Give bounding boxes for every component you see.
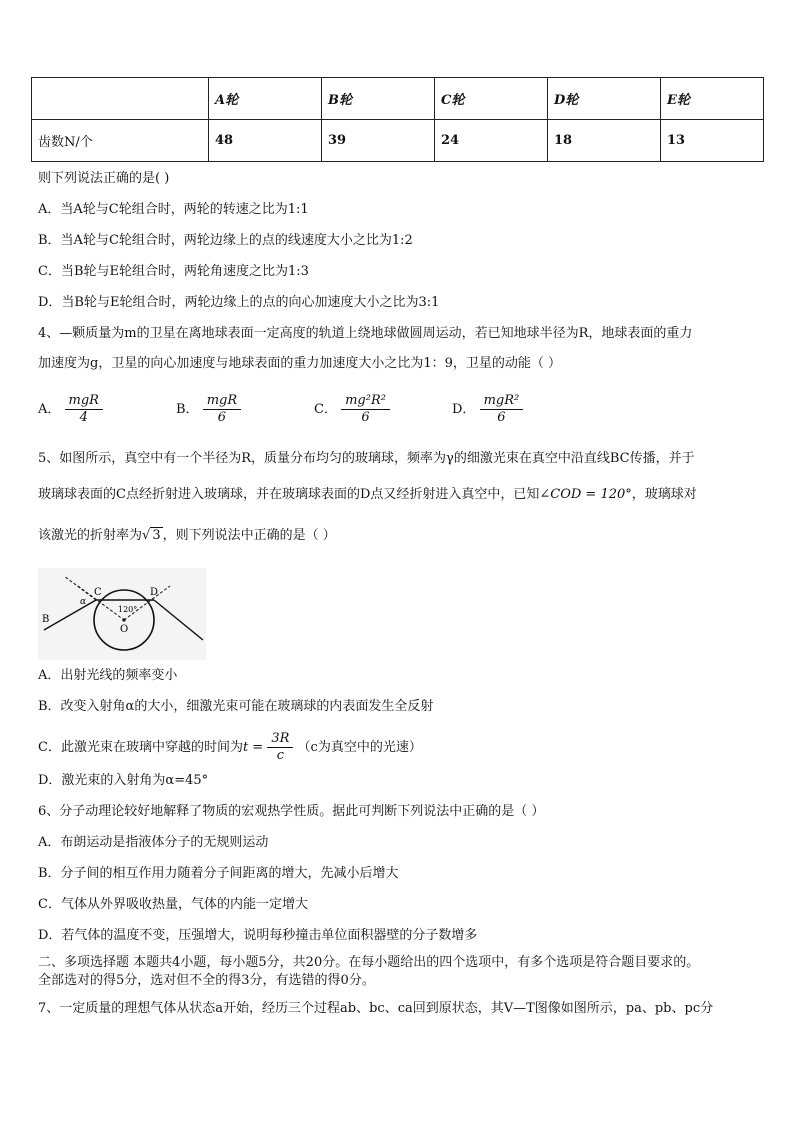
label-d: D [150,587,159,598]
q5-option-c-text: C．此激光束在玻璃中穿越的时间为 [38,740,243,755]
table-header-cell: D轮 [548,78,661,120]
table-header-cell: A轮 [209,78,322,120]
q3-option-b: B．当A轮与C轮组合时，两轮边缘上的点的线速度大小之比为1:2 [38,233,413,248]
section2-line2: 全部选对的得5分，选对但不全的得3分，有选错的得0分。 [38,973,375,988]
label-o: O [120,624,129,635]
q5-option-c [38,731,422,764]
option-label: D． [452,402,476,417]
fraction [341,393,390,426]
q5-option-c-note: （c为真空中的光速） [297,740,422,755]
q5-text: ，玻璃球对 [631,487,697,502]
angle-expression: ∠COD = 120° [539,487,632,502]
q3-stem: 则下列说法正确的是( ) [38,171,170,186]
q4-stem-line1: 4、—颗质量为m的卫星在离地球表面一定高度的轨道上绕地球做圆周运动，若已知地球半径为R，地球表面的重力 [38,326,693,341]
q5-option-a: A．出射光线的频率变小 [38,668,178,683]
denominator: 6 [217,410,227,425]
numerator: mg²R² [341,393,390,410]
fraction [65,393,103,426]
numerator: mgR [65,393,103,410]
fraction [480,393,524,426]
q5-text: 玻璃球表面的C点经折射进入玻璃球，并在玻璃球表面的D点又经折射进入真空中，已知 [38,487,540,502]
q5-stem-line1: 5、如图所示，真空中有一个半径为R，质量分布均匀的玻璃球，频率为γ的细激光束在真空中沿直线BC传播，并于 [38,451,695,466]
glass-sphere-diagram [38,568,206,660]
numerator: mgR² [480,393,524,410]
q3-option-a: A．当A轮与C轮组合时，两轮的转速之比为1:1 [38,202,309,217]
sqrt-radicand: 3 [152,528,161,543]
table-cell: 48 [209,120,322,162]
gear-teeth-table [31,77,764,162]
label-c: C [94,587,102,598]
q4-stem-line2: 加速度为g，卫星的向心加速度与地球表面的重力加速度大小之比为1：9，卫星的动能（ ） [38,356,561,371]
q4-option-c [314,393,390,426]
table-row [32,120,764,162]
time-variable: t = [242,740,264,755]
denominator: c [276,748,285,763]
q3-option-d: D．当B轮与E轮组合时，两轮边缘上的点的向心加速度大小之比为3:1 [38,295,440,310]
table-header-cell: B轮 [322,78,435,120]
denominator: 6 [497,410,506,425]
q5-text: 该激光的折射率为 [38,528,143,543]
table-row-label: 齿数N/个 [32,120,209,162]
option-label: A． [38,402,61,417]
option-label: C． [314,402,337,417]
sqrt-expression: √ 3 [142,528,161,543]
center-point [122,618,125,621]
q5-stem-line3 [38,527,336,545]
q3-option-c: C．当B轮与E轮组合时，两轮角速度之比为1:3 [38,264,309,279]
label-angle: 120° [118,605,138,614]
q6-option-c: C．气体从外界吸收热量，气体的内能一定增大 [38,897,308,912]
q5-text: ，则下列说法中正确的是（ ） [162,528,336,543]
diagram-background [38,568,206,660]
section2-line1: 二、多项选择题 本题共4小题，每小题5分，共20分。在每小题给出的四个选项中，有多个选项是符合题目要求的。 [38,955,700,970]
numerator: 3R [267,731,293,748]
q6-option-a: A．布朗运动是指液体分子的无规则运动 [38,835,269,850]
label-alpha: α [80,597,87,607]
q7-stem: 7、一定质量的理想气体从状态a开始，经历三个过程ab、bc、ca回到原状态，其V—T图像如图所示，pa、pb、pc分 [38,1001,714,1016]
table-header-row [32,78,764,120]
q4-option-b [176,393,241,426]
table-cell: 24 [435,120,548,162]
denominator: 4 [79,410,88,425]
fraction [203,393,241,426]
q6-option-d: D．若气体的温度不变，压强增大，说明每秒撞击单位面积器壁的分子数增多 [38,928,478,943]
numerator: mgR [203,393,241,410]
q5-option-d: D．激光束的入射角为α=45° [38,773,209,788]
table-cell: 18 [548,120,661,162]
table-cell: 39 [322,120,435,162]
q6-stem: 6、分子动理论较好地解释了物质的宏观热学性质。据此可判断下列说法中正确的是（ ） [38,804,545,819]
table-header-cell: C轮 [435,78,548,120]
q5-stem-line2 [38,486,697,504]
option-label: B． [176,402,199,417]
label-b: B [42,614,50,625]
denominator: 6 [361,410,370,425]
q5-option-b: B．改变入射角α的大小，细激光束可能在玻璃球的内表面发生全反射 [38,699,434,714]
table-cell [32,78,209,120]
q4-option-d [452,393,523,426]
fraction [267,731,293,764]
q6-option-b: B．分子间的相互作用力随着分子间距离的增大，先减小后增大 [38,866,399,881]
table-cell: 13 [661,120,764,162]
q4-option-a [38,393,103,426]
table-header-cell: E轮 [661,78,764,120]
